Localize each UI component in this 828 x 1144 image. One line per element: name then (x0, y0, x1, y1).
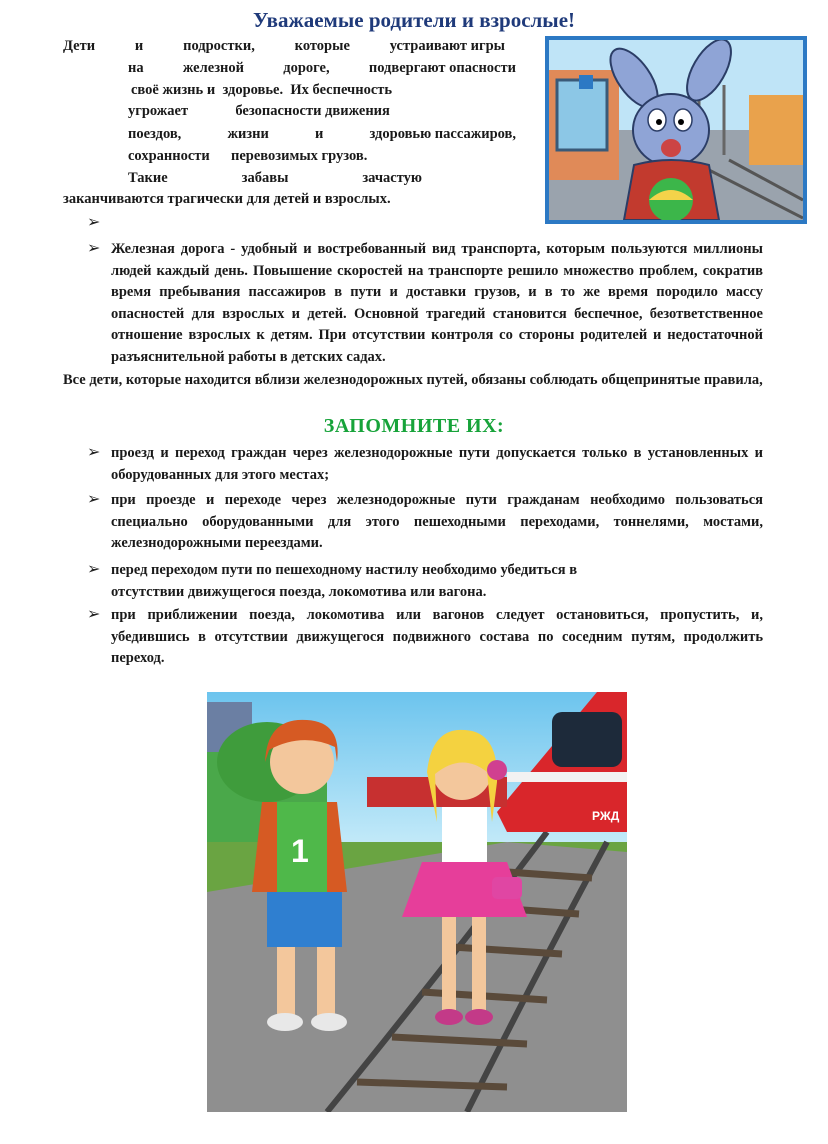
intro-word: Такие (128, 170, 168, 186)
intro-word: безопасности движения (235, 103, 390, 119)
intro-word: здоровье. (222, 82, 284, 98)
intro-line-1 (63, 36, 505, 56)
intro-word: сохранности (128, 148, 210, 164)
intro-line-2 (128, 58, 516, 78)
paragraph-rules-intro: Все дети, которые находится вблизи железнодорожных путей, обязаны соблюдать общепринятые правила, (63, 372, 763, 388)
arrow-bullet-icon: ➢ (87, 444, 101, 461)
intro-word: поездов, (128, 126, 182, 142)
intro-word: забавы (241, 170, 289, 186)
intro-word: Дети (63, 38, 96, 54)
arrow-bullet-icon: ➢ (87, 240, 101, 257)
rule-item: при приближении поезда, локомотива или вагонов следует остановиться, пропустить, и, убедившись в отсутствии движущегося подвижного состава по соседним путям, продолжить переход. (111, 607, 763, 666)
intro-word: и (134, 38, 144, 54)
intro-line-8 (63, 189, 463, 209)
intro-word: зачастую (362, 170, 422, 186)
intro-word: железной (182, 60, 244, 76)
rule-item: при проезде и переходе через железнодорожные пути гражданам необходимо пользоваться специально оборудованными для этого пешеходными переходами, тоннелями, мостами, железнодорожными переездами. (111, 492, 763, 551)
intro-word: которые (294, 38, 350, 54)
arrow-bullet-icon: ➢ (87, 214, 101, 231)
intro-word: и (314, 126, 324, 142)
arrow-bullet-icon: ➢ (87, 491, 101, 508)
intro-word: здоровью пассажиров, (369, 126, 516, 142)
rabbit-scene-image (549, 40, 803, 220)
intro-line-5 (128, 124, 516, 144)
jersey-number: 1 (291, 833, 309, 869)
rule-item: проезд и переход граждан через железнодорожные пути допускается только в установленных и оборудованных для этого местах; (111, 445, 763, 483)
intro-word: заканчиваются трагически для детей и взрослых. (63, 191, 391, 207)
intro-word: Их беспечность (290, 82, 393, 98)
intro-word: дороге, (283, 60, 330, 76)
intro-word: на (128, 60, 144, 76)
intro-word: перевозимых грузов. (231, 148, 368, 164)
intro-line-7 (128, 168, 422, 188)
intro-word: угрожает (128, 103, 189, 119)
arrow-bullet-icon: ➢ (87, 561, 101, 578)
paragraph-railway: Железная дорога - удобный и востребованный вид транспорта, которым пользуются миллионы людей каждый день. Повышение скоростей на транспорте решило множество проблем, сократив время пребывания пассажиров в пути и доставки грузов, и в то же время породило массу опасностей для взрослых и детей. Основной трагедий становится беспечное, безответственное отношение взрослых к детям. При отсутствии контроля со стороны родителей и недостаточной разъяснительной работы в детских садах. (111, 241, 763, 365)
intro-word: устраивают игры (389, 38, 505, 54)
intro-line-4 (128, 101, 428, 121)
intro-line-6 (128, 146, 428, 166)
train-logo: РЖД (592, 809, 620, 823)
rabbit-illustration (545, 36, 807, 224)
rule-item: перед переходом пути по пешеходному настилу необходимо убедиться в отсутствии движущегося поезда, локомотива или вагона. (111, 562, 578, 600)
intro-word: жизни (227, 126, 269, 142)
arrow-bullet-icon: ➢ (87, 606, 101, 623)
intro-word: своё жизнь и (131, 82, 216, 98)
intro-line-3 (131, 80, 491, 100)
kids-railway-illustration (207, 692, 627, 1112)
intro-word: подростки, (183, 38, 255, 54)
kids-railway-image (207, 692, 627, 1112)
page-title: Уважаемые родители и взрослые! (252, 8, 576, 32)
remember-heading: ЗАПОМНИТЕ ИХ: (323, 415, 505, 437)
intro-word: подвергают опасности (368, 60, 516, 76)
